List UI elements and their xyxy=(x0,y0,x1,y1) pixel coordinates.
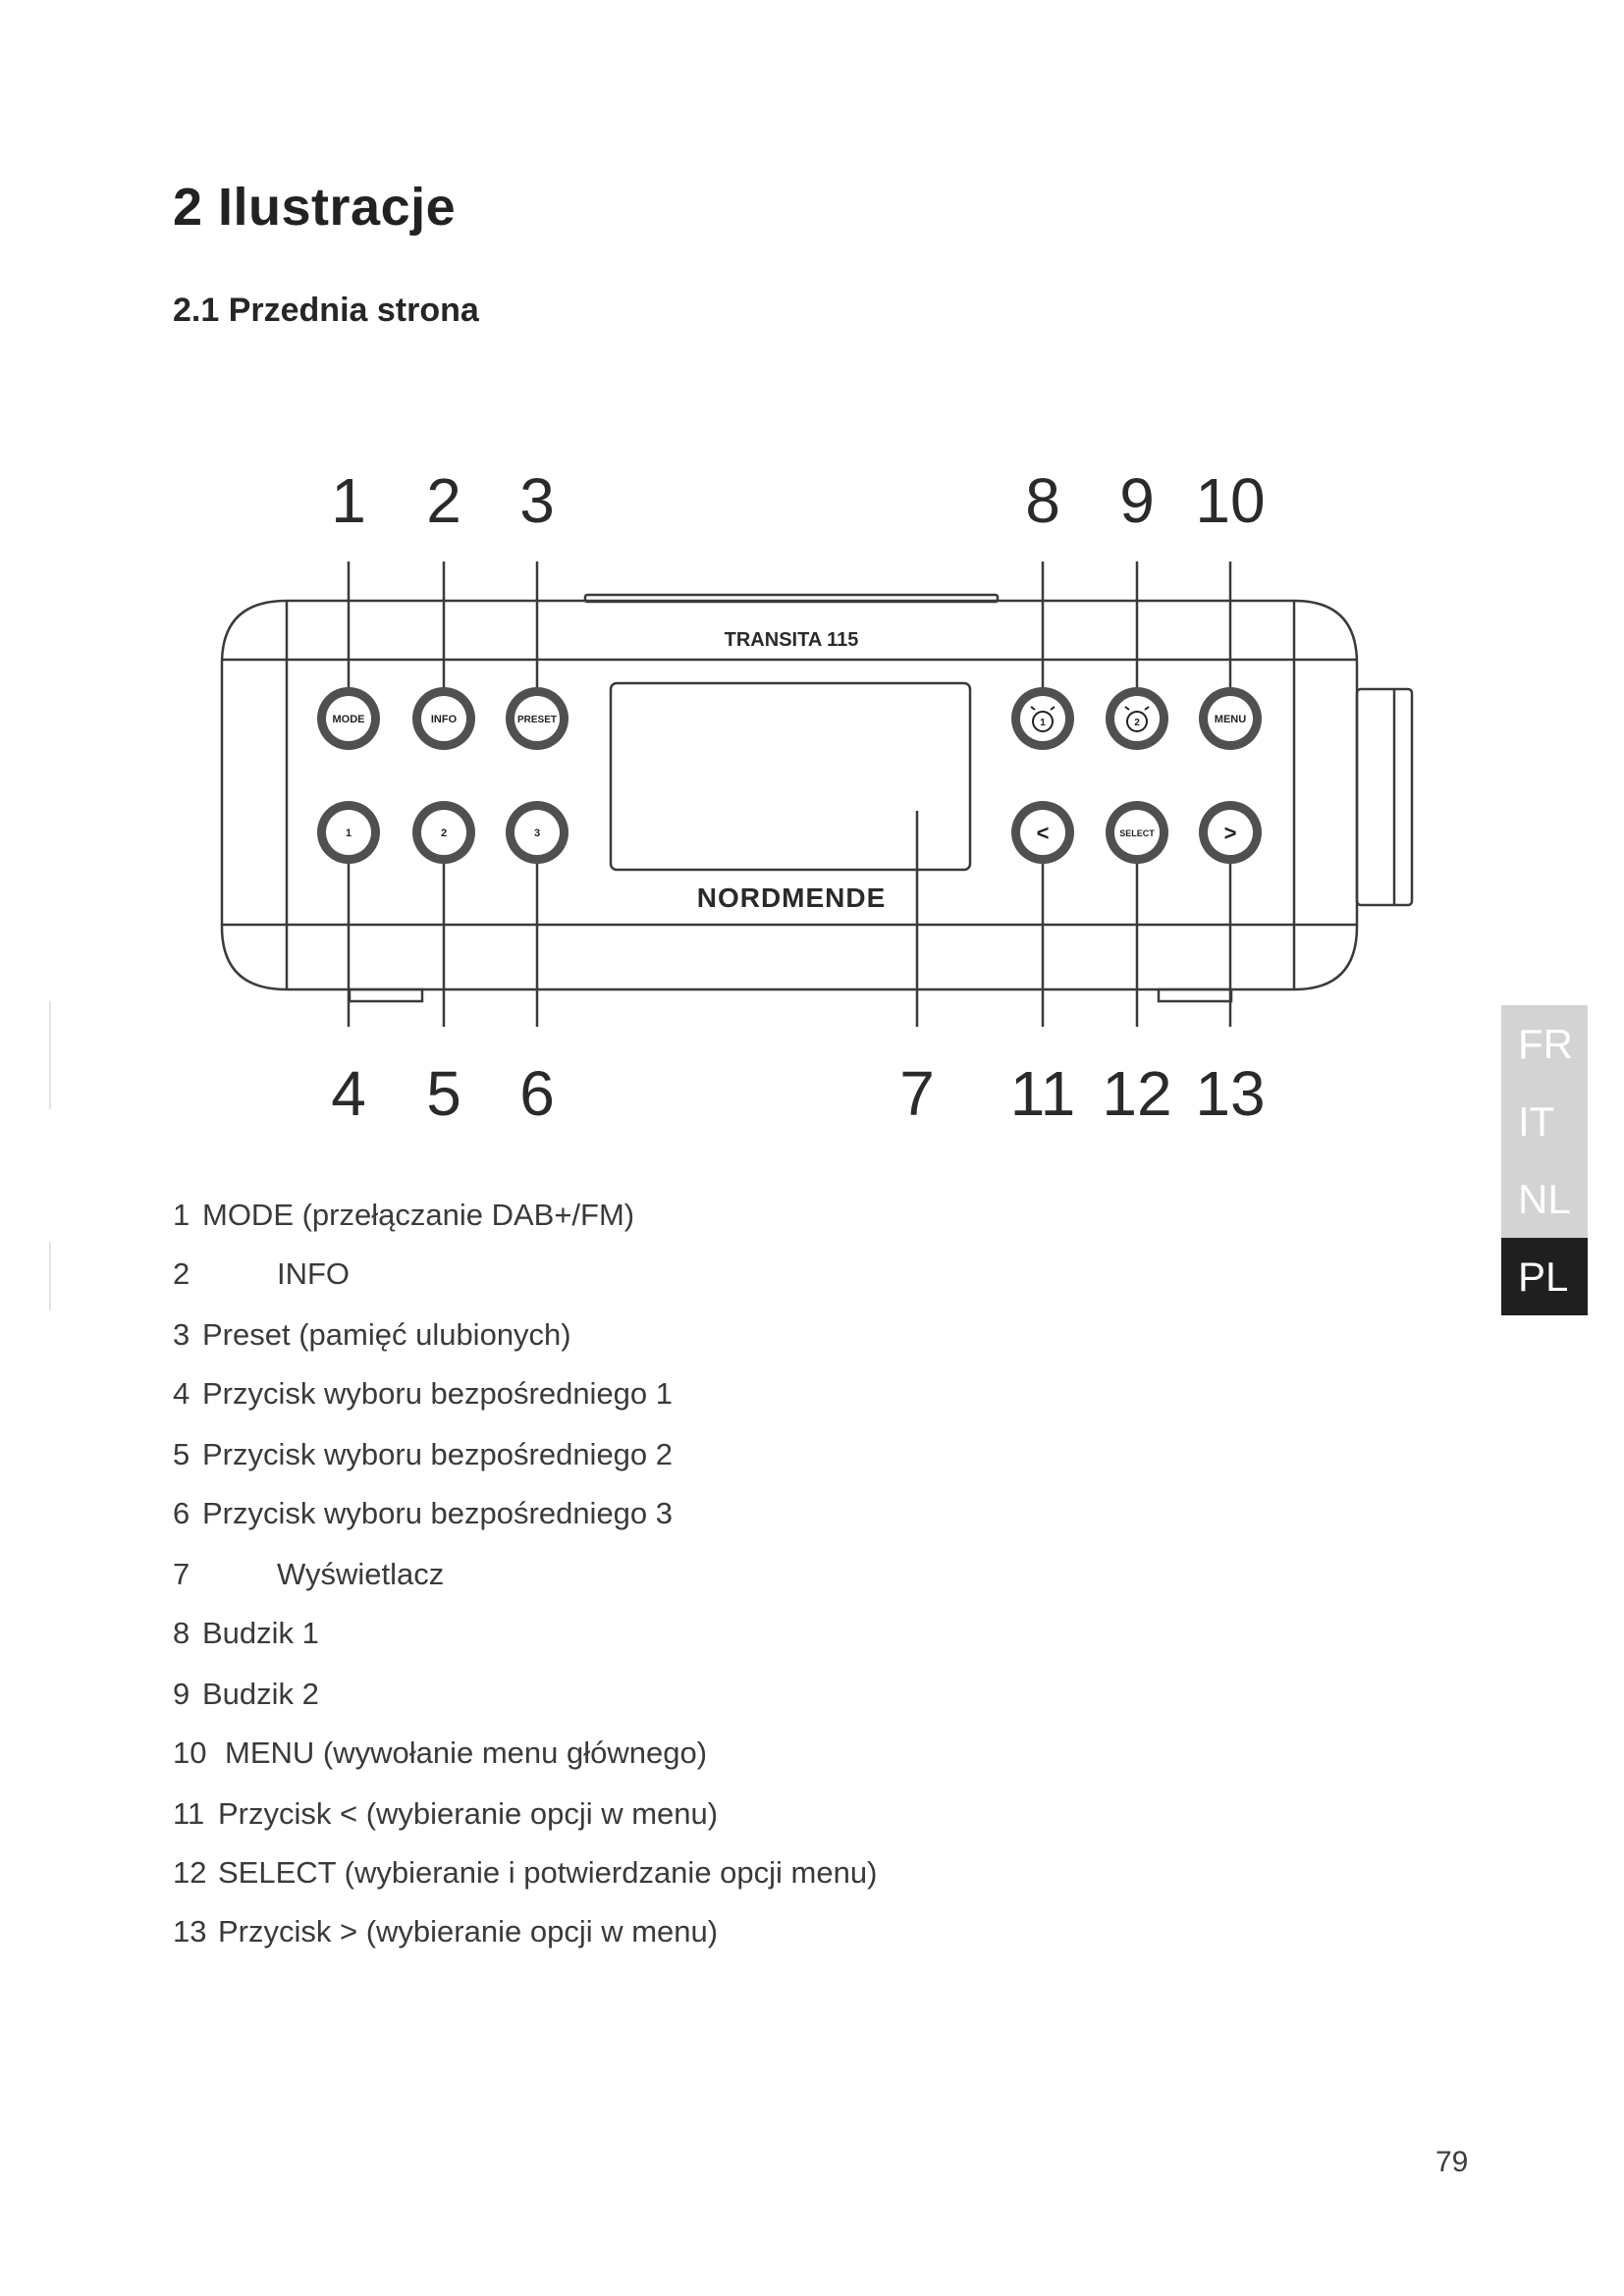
legend-label: Wyświetlacz xyxy=(277,1557,445,1591)
foot-left xyxy=(350,989,422,1001)
legend-number: 8 xyxy=(173,1616,190,1650)
legend-label: MENU (wywołanie menu głównego) xyxy=(225,1735,708,1770)
callout-number: 3 xyxy=(519,465,555,536)
legend-label: SELECT (wybieranie i potwierdzanie opcji menu) xyxy=(218,1855,878,1890)
svg-text:MENU: MENU xyxy=(1214,714,1247,725)
legend-label: Przycisk wyboru bezpośredniego 1 xyxy=(202,1376,674,1411)
alarm-2-button xyxy=(1106,687,1168,750)
left-arrow-button xyxy=(1011,801,1074,864)
edge-mark xyxy=(49,1242,51,1310)
svg-text:PRESET: PRESET xyxy=(516,715,558,725)
legend-label: Preset (pamięć ulubionych) xyxy=(202,1317,571,1352)
tab-nl[interactable]: NL xyxy=(1501,1160,1588,1238)
direct-select-2-button xyxy=(412,801,475,864)
volume-knob xyxy=(1357,689,1412,905)
legend-item xyxy=(173,1555,444,1594)
tab-pl[interactable]: PL xyxy=(1501,1238,1588,1315)
svg-text:SELECT: SELECT xyxy=(1119,828,1155,838)
callout-number: 13 xyxy=(1195,1058,1266,1129)
legend-item xyxy=(173,1315,571,1355)
legend-label: Przycisk > (wybieranie opcji w menu) xyxy=(218,1914,719,1949)
tab-fr[interactable]: FR xyxy=(1501,1005,1588,1083)
page-number: 79 xyxy=(1435,2146,1469,2178)
legend-number: 11 xyxy=(173,1796,205,1831)
callout-number: 1 xyxy=(331,465,366,536)
language-tabs xyxy=(1501,1005,1588,1315)
legend-item xyxy=(173,1734,707,1773)
info-button xyxy=(412,687,475,750)
mode-button xyxy=(317,687,380,750)
callout-number: 11 xyxy=(1009,1058,1076,1129)
select-button xyxy=(1106,801,1168,864)
svg-text:>: > xyxy=(1223,821,1237,845)
legend-number: 3 xyxy=(173,1317,190,1352)
legend-item xyxy=(173,1196,634,1235)
right-arrow-button xyxy=(1199,801,1262,864)
direct-select-1-button xyxy=(317,801,380,864)
model-label: TRANSITA 115 xyxy=(724,629,859,651)
legend-label: Budzik 1 xyxy=(202,1616,319,1650)
legend-number: 12 xyxy=(173,1855,207,1890)
legend-number: 6 xyxy=(173,1496,190,1530)
svg-text:1: 1 xyxy=(1040,718,1046,728)
legend-item xyxy=(173,1494,673,1533)
svg-text:3: 3 xyxy=(533,828,541,839)
svg-text:2: 2 xyxy=(1134,718,1140,728)
tab-it[interactable]: IT xyxy=(1501,1083,1588,1160)
legend-item xyxy=(173,1374,673,1414)
legend-label: Przycisk wyboru bezpośredniego 2 xyxy=(202,1437,674,1471)
legend-item xyxy=(173,1614,319,1653)
legend-label: Budzik 2 xyxy=(202,1677,319,1711)
svg-text:2: 2 xyxy=(440,828,448,839)
subsection-title: 2.1 Przednia strona xyxy=(173,292,479,329)
foot-right xyxy=(1159,989,1231,1001)
legend-number: 9 xyxy=(173,1677,190,1711)
callout-number: 10 xyxy=(1195,465,1266,536)
callout-number: 9 xyxy=(1119,465,1155,536)
legend-number: 5 xyxy=(173,1437,190,1471)
callout-number: 12 xyxy=(1102,1058,1172,1129)
legend-item xyxy=(173,1853,877,1893)
legend-item xyxy=(173,1435,673,1474)
svg-text:INFO: INFO xyxy=(430,714,458,725)
svg-text:MODE: MODE xyxy=(332,714,365,725)
alarm-1-button xyxy=(1011,687,1074,750)
edge-mark xyxy=(49,1001,51,1109)
preset-button xyxy=(506,687,568,750)
legend-label: Przycisk < (wybieranie opcji w menu) xyxy=(218,1796,719,1831)
svg-text:1: 1 xyxy=(345,828,352,839)
callout-number: 7 xyxy=(899,1058,935,1129)
callout-number: 8 xyxy=(1025,465,1060,536)
legend-label: INFO xyxy=(277,1256,351,1291)
legend-number: 1 xyxy=(173,1198,190,1232)
legend-item xyxy=(173,1255,350,1294)
callout-number: 4 xyxy=(331,1058,366,1129)
legend-number: 2 xyxy=(173,1256,190,1291)
brand-logo: NORDMENDE xyxy=(696,882,887,913)
legend-number: 7 xyxy=(173,1557,190,1591)
direct-select-3-button xyxy=(506,801,568,864)
svg-text:<: < xyxy=(1036,821,1050,845)
callout-number: 6 xyxy=(519,1058,555,1129)
legend-number: 13 xyxy=(173,1914,207,1949)
menu-button xyxy=(1199,687,1262,750)
legend-label: Przycisk wyboru bezpośredniego 3 xyxy=(202,1496,674,1530)
legend-item xyxy=(173,1794,718,1834)
legend-number: 10 xyxy=(173,1735,207,1770)
legend-label: MODE (przełączanie DAB+/FM) xyxy=(202,1198,635,1232)
legend-number: 4 xyxy=(173,1376,190,1411)
section-title: 2 Ilustracje xyxy=(173,178,457,237)
legend-item xyxy=(173,1675,319,1714)
legend-item xyxy=(173,1912,718,1951)
callout-number: 5 xyxy=(426,1058,461,1129)
callout-number: 2 xyxy=(426,465,461,536)
